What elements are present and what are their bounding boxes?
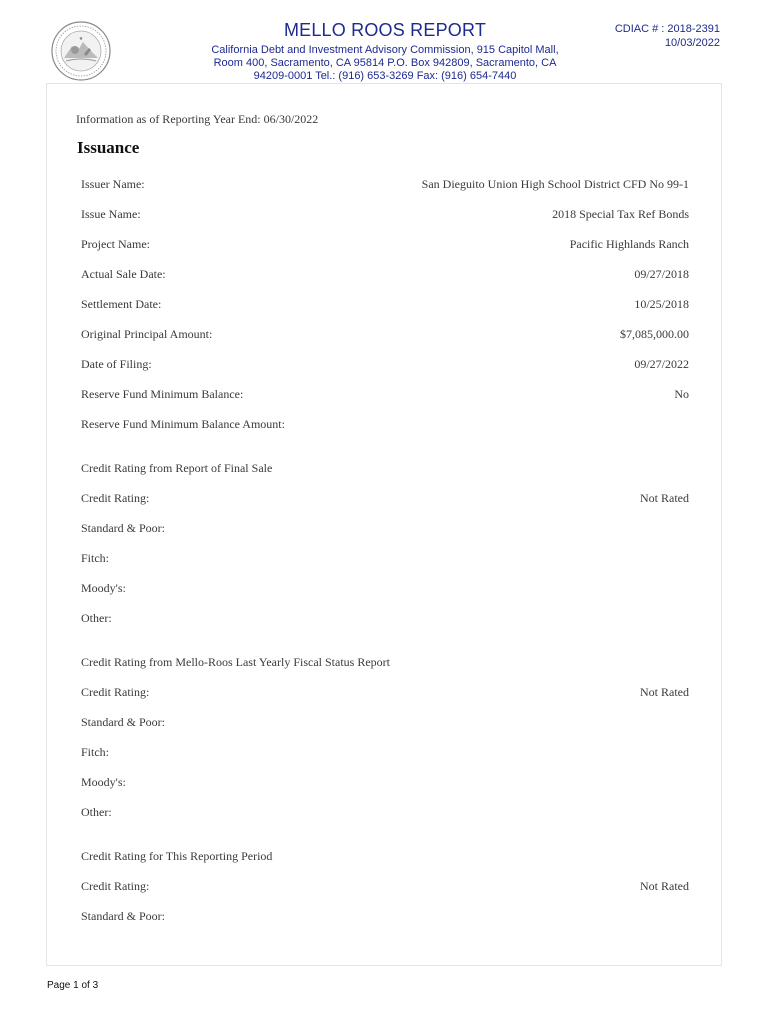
rating-value: Not Rated [640,685,689,699]
rating-value: Not Rated [640,491,689,505]
field-label: Issue Name: [81,207,141,221]
ratings-this-period-heading: Credit Rating for This Reporting Period [81,849,273,863]
page-number: Page 1 of 3 [47,980,99,991]
field-value: 09/27/2022 [634,357,689,371]
report-id-block [615,22,720,50]
field-value: Pacific Highlands Ranch [569,237,689,251]
report-date: 10/03/2022 [664,37,720,49]
address-line: California Debt and Investment Advisory Commission, 915 Capitol Mall, [211,44,559,56]
report-title: MELLO ROOS REPORT [283,20,487,40]
field-label: Actual Sale Date: [81,267,166,281]
rating-label: Fitch: [81,551,110,565]
rating-value: Not Rated [640,879,689,893]
field-label: Reserve Fund Minimum Balance Amount: [81,417,285,431]
rating-label: Standard & Poor: [81,909,165,923]
commission-address [190,44,580,83]
field-label: Date of Filing: [81,357,152,371]
rating-label: Other: [81,805,112,819]
rating-label: Fitch: [81,745,110,759]
section-title: Issuance [77,138,140,157]
rating-label: Moody's: [81,581,126,595]
reporting-year-info: Information as of Reporting Year End: 06/30/2022 [76,112,319,126]
rating-label: Moody's: [81,775,126,789]
field-value: 09/27/2018 [634,267,689,281]
california-seal-logo [50,20,112,82]
svg-text:★: ★ [78,36,84,42]
ratings-final-sale-heading: Credit Rating from Report of Final Sale [81,461,273,475]
address-line: 94209-0001 Tel.: (916) 653-3269 Fax: (916) 654-7440 [253,70,517,82]
ratings-last-yearly-heading: Credit Rating from Mello-Roos Last Yearly Fiscal Status Report [81,655,390,669]
field-label: Settlement Date: [81,297,162,311]
field-label: Issuer Name: [81,177,145,191]
field-value: San Dieguito Union High School District CFD No 99-1 [421,177,689,191]
rating-label: Credit Rating: [81,879,150,893]
cdiac-number: CDIAC # : 2018-2391 [614,23,720,35]
field-value: $7,085,000.00 [620,327,689,341]
rating-label: Credit Rating: [81,685,150,699]
field-label: Original Principal Amount: [81,327,213,341]
field-value: 10/25/2018 [634,297,689,311]
rating-label: Other: [81,611,112,625]
field-value: 2018 Special Tax Ref Bonds [552,207,689,221]
rating-label: Credit Rating: [81,491,150,505]
report-header [190,20,580,83]
field-label: Reserve Fund Minimum Balance: [81,387,244,401]
rating-label: Standard & Poor: [81,521,165,535]
field-label: Project Name: [81,237,150,251]
address-line: Room 400, Sacramento, CA 95814 P.O. Box 942809, Sacramento, CA [213,57,557,69]
rating-label: Standard & Poor: [81,715,165,729]
field-value: No [674,387,689,401]
